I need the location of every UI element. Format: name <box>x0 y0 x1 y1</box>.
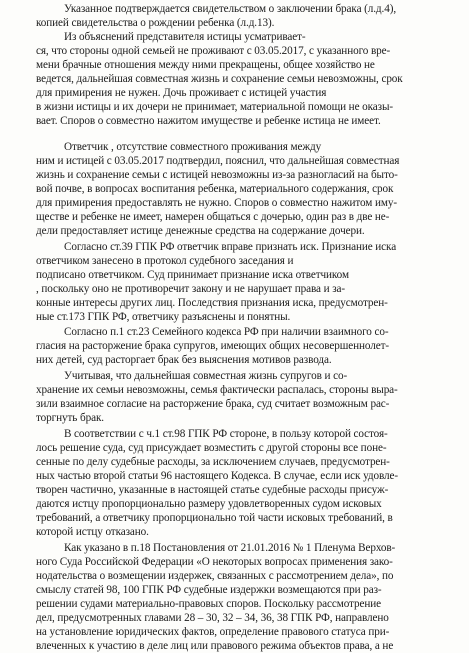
text-line: Из объяснений представителя истицы усматривает- <box>64 31 306 43</box>
text-line: торгнуть брак. <box>36 412 104 424</box>
text-line: ществе и ребенке не имеет, намерен общаться с дочерью, один раз в две не- <box>36 211 390 223</box>
text-line: них детей, суд расторгает брак без выяснения мотивов развода. <box>36 354 332 366</box>
text-line: ведется, дальнейшая совместная жизнь и сохранение семьи невозможны, срок <box>36 73 403 85</box>
text-line: для примирения не нужен. Дочь проживает с истицей участия <box>36 87 327 99</box>
text-line: вает. Споров о совместно нажитом имуществе и ребенке истица не имеет. <box>36 115 381 127</box>
text-line: Согласно ст.39 ГПК РФ ответчик вправе признать иск. Признание иска <box>64 241 397 253</box>
text-line: ся, что стороны одной семьей не проживают с 03.05.2017, с указанного вре- <box>36 45 391 57</box>
text-line: , поскольку оно не противоречит закону и не нарушает права и за- <box>36 283 346 295</box>
text-line: зили взаимное согласие на расторжение брака, суд считает возможным рас- <box>36 398 390 410</box>
text-line: нодательства о возмещении издержек, связанных с рассмотрением дела», по <box>36 570 394 582</box>
text-line: дели предоставляет истице денежные средства на содержание дочери. <box>36 225 365 237</box>
text-line: которой истцу отказано. <box>36 526 149 538</box>
text-line: даются истцу пропорционально размеру удовлетворенных судом исковых <box>36 498 382 510</box>
text-line: гласия на расторжение брака супругов, имеющих общих несовершеннолет- <box>36 340 390 352</box>
text-line: требований, а ответчику пропорционально той части исковых требований, в <box>36 512 393 524</box>
text-line: хранение их семьи невозможны, семья фактически распалась, стороны выра- <box>36 384 398 396</box>
text-line: подписано ответчиком. Суд принимает признание иска ответчиком <box>36 269 349 281</box>
text-line: копией свидетельства о рождении ребенка (л.д.13). <box>36 17 275 29</box>
text-line: Согласно п.1 ст.23 Семейного кодекса РФ при наличии взаимного со- <box>64 326 389 338</box>
text-line: вой почве, в вопросах воспитания ребенка, материального содержания, срок <box>36 183 394 195</box>
text-line: лось решение суда, суд присуждает возместить с другой стороны все поне- <box>36 442 387 454</box>
text-line: Указанное подтверждается свидетельством о заключении брака (л.д.4), <box>64 3 397 15</box>
text-line: конные интересы других лиц. Последствия признания иска, предусмотрен- <box>36 297 388 309</box>
text-line: решении судами материально-правовых споров. Поскольку рассмотрение <box>36 598 381 610</box>
text-line: в жизни истицы и их дочери не принимает, материальной помощи не оказы- <box>36 101 394 113</box>
text-line: Учитывая, что дальнейшая совместная жизнь супругов и со- <box>64 370 348 382</box>
text-line: Ответчик , отсутствие совместного проживания между <box>64 141 322 153</box>
text-line: творен частично, указанные в настоящей статье судебные расходы присуж- <box>36 484 389 496</box>
text-line: ним и истицей с 03.05.2017 подтвердил, пояснил, что дальнейшая совместная <box>36 155 400 167</box>
text-line: ного Суда Российской Федерации «О некоторых вопросах применения зако- <box>36 556 393 568</box>
text-line: дел, предусмотренных главами 28 – 30, 32 – 34, 36, 38 ГПК РФ, направлено <box>36 612 389 624</box>
text-line: жизнь и сохранение семьи с истицей невозможны из-за разногласий на быто- <box>36 169 398 181</box>
text-line: мени брачные отношения между ними прекращены, общее хозяйство не <box>36 59 375 71</box>
text-line: сенные по делу судебные расходы, за исключением случаев, предусмотрен- <box>36 456 390 468</box>
text-line: В соответствии с ч.1 ст.98 ГПК РФ стороне, в пользу которой состоя- <box>64 428 388 440</box>
text-line: ные ст.173 ГПК РФ, ответчику разъяснены и понятны. <box>36 311 291 323</box>
text-line: влеченных к участию в деле лиц или правового режима объектов права, а не <box>36 640 394 652</box>
text-line: Как указано в п.18 Постановления от 21.01.2016 № 1 Пленума Верхов- <box>64 542 396 554</box>
text-line: ответчиком занесено в протокол судебного заседания и <box>36 255 294 267</box>
text-line: для примирения предоставлять не нужно. Споров о совместно нажитом иму- <box>36 197 397 209</box>
text-line: на установление юридических фактов, определение правового статуса при- <box>36 626 390 638</box>
text-line: ных частью второй статьи 96 настоящего Кодекса. В случае, если иск удовле- <box>36 470 398 482</box>
text-line: смыслу статей 98, 100 ГПК РФ судебные издержки возмещаются при раз- <box>36 584 382 596</box>
